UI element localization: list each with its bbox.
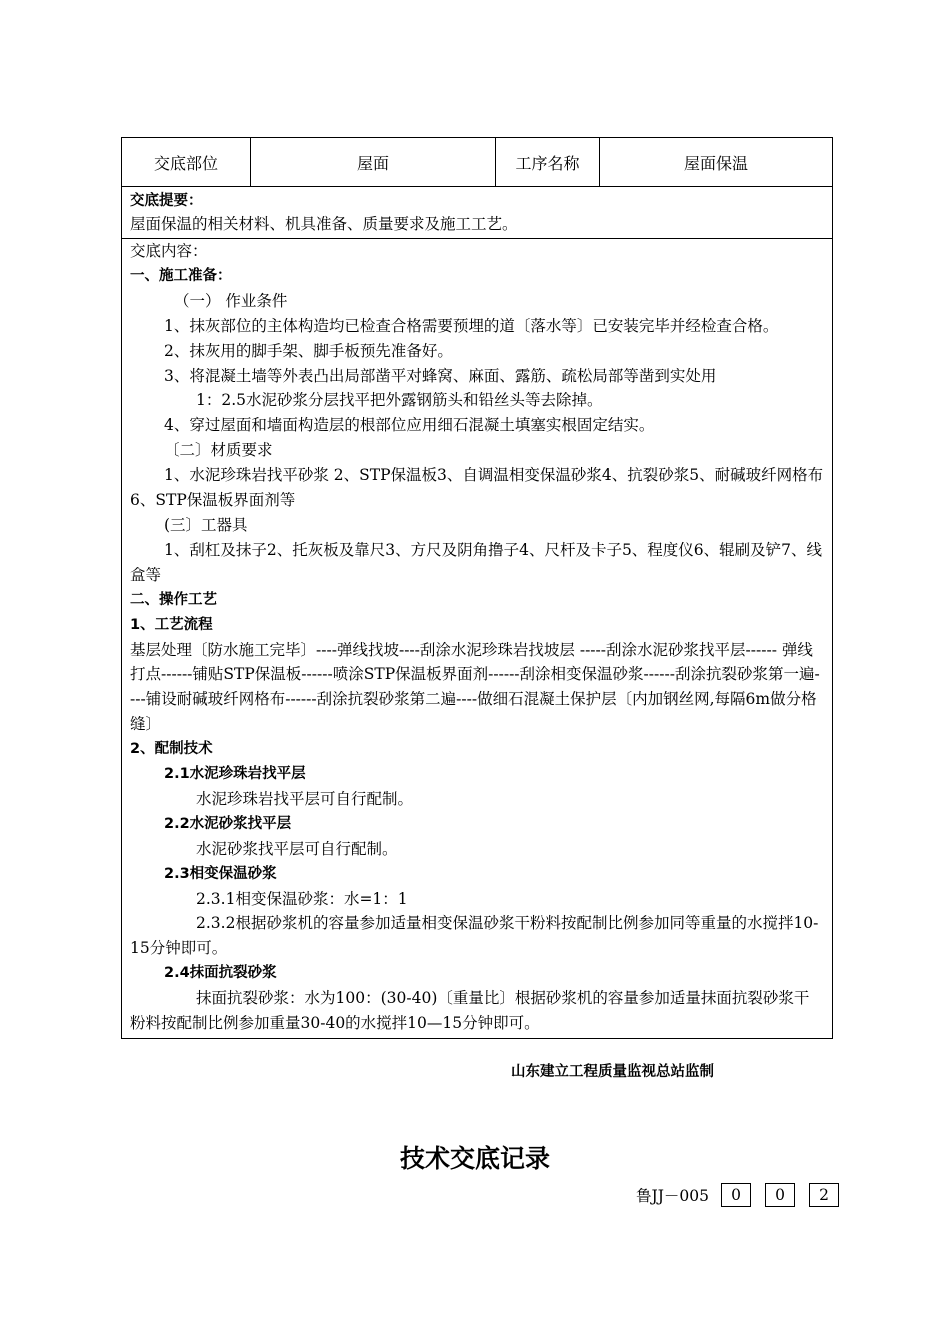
issuer-note: 山东建立工程质量监视总站监制 (511, 1064, 714, 1080)
disclosure-form (121, 137, 833, 1039)
document-code (636, 1182, 839, 1208)
condition-item-3-cont: 1：2.5水泥砂浆分层找平把外露钢筋头和铅丝头等去除掉。 (196, 391, 603, 410)
mix-2-1-title: 2.1水泥珍珠岩找平层 (164, 766, 306, 783)
subsection-tools: (三〕工器具 (164, 515, 248, 534)
condition-item-3: 3、将混凝土墙等外表凸出局部凿平对蜂窝、麻面、露筋、疏松局部等凿到实处用 (164, 366, 717, 385)
mix-2-1-text: 水泥珍珠岩找平层可自行配制。 (196, 789, 414, 808)
condition-item-1: 1、抹灰部位的主体构造均已检查合格需要预埋的道〔落水等〕已安装完毕并经检查合格。 (164, 316, 779, 335)
mix-2-3-title: 2.3相变保温砂浆 (164, 865, 277, 882)
document-code-label: 鲁JJ－005 (636, 1187, 710, 1205)
section-1-title: 一、施工准备： (130, 267, 232, 284)
page-title: 技术交底记录 (399, 1144, 550, 1173)
summary-title: 交底提要： (130, 193, 203, 209)
condition-item-2: 2、抹灰用的脚手架、脚手板预先准备好。 (164, 341, 453, 360)
subsection-work-conditions: （一） 作业条件 (174, 291, 288, 310)
section-2-title: 二、操作工艺 (130, 591, 217, 608)
summary-text: 屋面保温的相关材料、机具准备、质量要求及施工工艺。 (130, 215, 518, 233)
part-value: 屋面 (251, 138, 496, 186)
code-box-1: 0 (721, 1183, 751, 1207)
process-label: 工序名称 (496, 138, 600, 186)
mix-2-3-2: 2.3.2根据砂浆机的容量参加适量相变保温砂浆干粉料按配制比例参加同等重量的水搅拌10-15分钟即可。 (130, 914, 819, 958)
mix-tech-title: 2、配制技术 (130, 741, 213, 758)
mix-2-4-title: 2.4抹面抗裂砂浆 (164, 965, 277, 982)
part-label: 交底部位 (122, 138, 251, 186)
header-row (122, 138, 832, 187)
process-value: 屋面保温 (683, 153, 748, 173)
mix-2-4-text: 抹面抗裂砂浆：水为100：(30-40)〔重量比〕根据砂浆机的容量参加适量抹面抗裂砂浆干粉料按配制比例参加重量30-40的水搅拌10—15分钟即可。 (130, 989, 810, 1033)
subsection-materials: 〔二〕材质要求 (164, 441, 273, 460)
content-label: 交底内容： (130, 242, 208, 260)
materials-list: 1、水泥珍珠岩找平砂浆 2、STP保温板3、自调温相变保温砂浆4、抗裂砂浆5、耐碱玻纤网格布 6、STP保温板界面剂等 (130, 466, 824, 510)
process-flow-text: 基层处理〔防水施工完毕〕----弹线找坡----刮涂水泥珍珠岩找坡层 -----刮涂水泥砂浆找平层------ 弹线打点------铺贴STP保温板------喷涂STP保温板界面剂------刮涂相变保温砂浆------刮涂抗裂砂浆第一遍----铺设耐碱玻纤网格布------刮涂抗裂砂浆第二遍----做细石混凝土保护层〔内加钢丝网,每隔6m做分格缝〕 (130, 640, 820, 734)
mix-2-2-title: 2.2水泥砂浆找平层 (164, 815, 292, 832)
mix-2-3-1: 2.3.1相变保温砂浆：水=1：1 (196, 889, 408, 908)
tools-list: 1、刮杠及抹子2、托灰板及靠尺3、方尺及阴角撸子4、尺杆及卡子5、程度仪6、辊刷及铲7、线盒等 (130, 540, 823, 584)
code-box-3: 2 (809, 1183, 839, 1207)
condition-item-4: 4、穿过屋面和墙面构造层的根部位应用细石混凝土填塞实根固定结实。 (164, 416, 655, 435)
summary-section (122, 187, 832, 239)
process-flow-title: 1、工艺流程 (130, 616, 213, 633)
code-box-2: 0 (765, 1183, 795, 1207)
content-section (122, 239, 832, 1038)
mix-2-2-text: 水泥砂浆找平层可自行配制。 (196, 839, 398, 858)
